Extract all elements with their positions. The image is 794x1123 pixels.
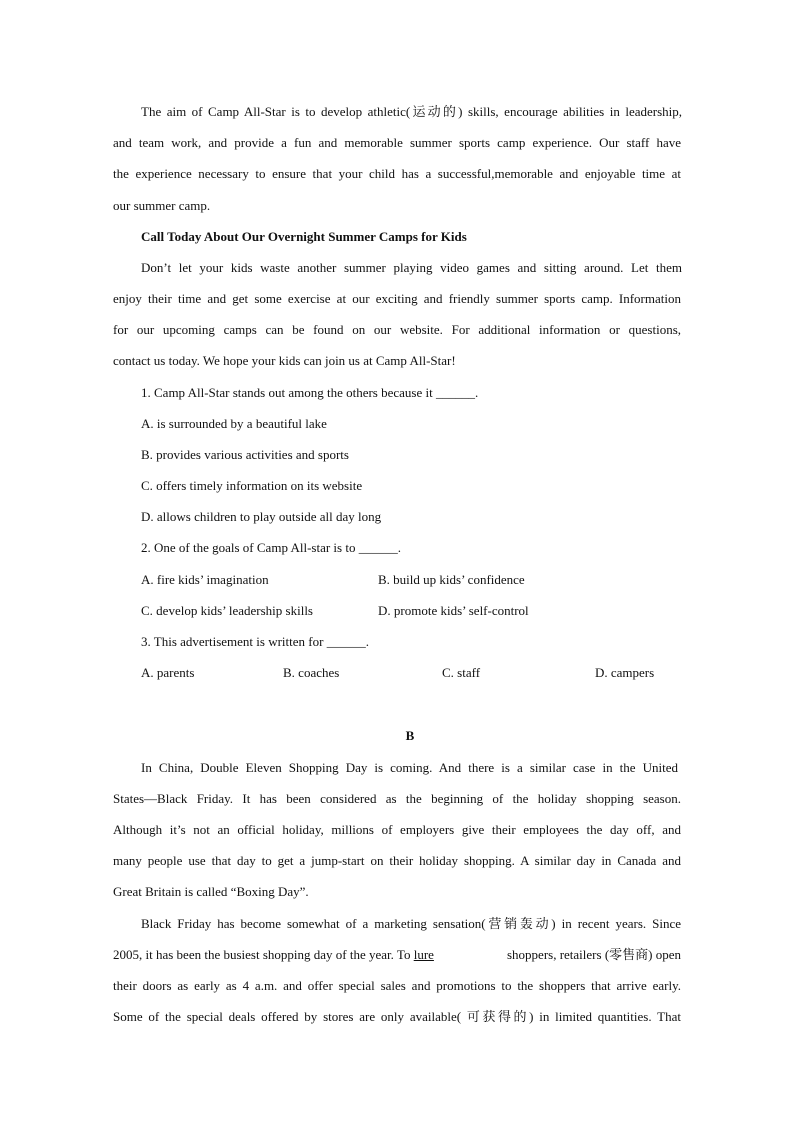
question-stem: 1. Camp All-Star stands out among the others because it ______. xyxy=(141,385,479,400)
paragraph-line: Great Britain is called “Boxing Day”. xyxy=(113,884,309,899)
paragraph-line: their doors as early as 4 a.m. and offer special sales and promotions to the shoppers that arrive early. xyxy=(113,978,681,993)
paragraph-line: many people use that day to get a jump-start on their holiday shopping. A similar day in Canada and xyxy=(113,853,681,868)
paragraph-line: States—Black Friday. It has been considered as the beginning of the holiday shopping season. xyxy=(113,791,681,806)
answer-option: A. is surrounded by a beautiful lake xyxy=(141,416,327,431)
paragraph-line: Some of the special deals offered by stores are only available( 可获得的) in limited quantities. That xyxy=(113,1009,681,1024)
answer-option: A. parents xyxy=(141,665,195,680)
answer-option: B. build up kids’ confidence xyxy=(378,572,525,587)
paragraph-line: Black Friday has become somewhat of a marketing sensation(营销轰动) in recent years. Since xyxy=(141,916,681,931)
paragraph-line: enjoy their time and get some exercise at our exciting and friendly summer sports camp. Information xyxy=(113,291,681,306)
answer-option: A. fire kids’ imagination xyxy=(141,572,269,587)
answer-option: B. provides various activities and sports xyxy=(141,447,349,462)
paragraph-line: Don’t let your kids waste another summer playing video games and sitting around. Let them xyxy=(141,260,682,275)
answer-option: C. offers timely information on its website xyxy=(141,478,363,493)
answer-option: B. coaches xyxy=(283,665,340,680)
answer-option: D. campers xyxy=(595,665,655,680)
text-run: 2005, it has been the busiest shopping day of the year. To xyxy=(113,947,414,962)
paragraph-line: the experience necessary to ensure that your child has a successful,memorable and enjoyable time at xyxy=(113,166,681,181)
paragraph-line: The aim of Camp All-Star is to develop athletic(运动的) skills, encourage abilities in leadership, xyxy=(141,104,682,119)
answer-option: C. develop kids’ leadership skills xyxy=(141,603,313,618)
question-stem: 2. One of the goals of Camp All-star is to ______. xyxy=(141,540,401,555)
answer-option: D. allows children to play outside all day long xyxy=(141,509,382,524)
question-stem: 3. This advertisement is written for ______. xyxy=(141,634,369,649)
paragraph-line: our summer camp. xyxy=(113,198,211,213)
section-heading: Call Today About Our Overnight Summer Camps for Kids xyxy=(141,229,467,244)
paragraph-line: and team work, and provide a fun and memorable summer sports camp experience. Our staff have xyxy=(113,135,681,150)
underlined-word: lure xyxy=(413,947,434,962)
paragraph-line: contact us today. We hope your kids can join us at Camp All-Star! xyxy=(113,353,456,368)
section-title: B xyxy=(405,728,415,743)
answer-option: C. staff xyxy=(442,665,481,680)
paragraph-line: In China, Double Eleven Shopping Day is coming. And there is a similar case in the United xyxy=(141,760,678,775)
paragraph-line xyxy=(113,947,681,963)
paragraph-line: for our upcoming camps can be found on our website. For additional information or questions, xyxy=(113,322,681,337)
paragraph-line: Although it’s not an official holiday, millions of employers give their employees the day off, and xyxy=(113,822,681,837)
text-run: shoppers, retailers (零售商) open xyxy=(503,947,681,962)
answer-option: D. promote kids’ self-control xyxy=(378,603,529,618)
